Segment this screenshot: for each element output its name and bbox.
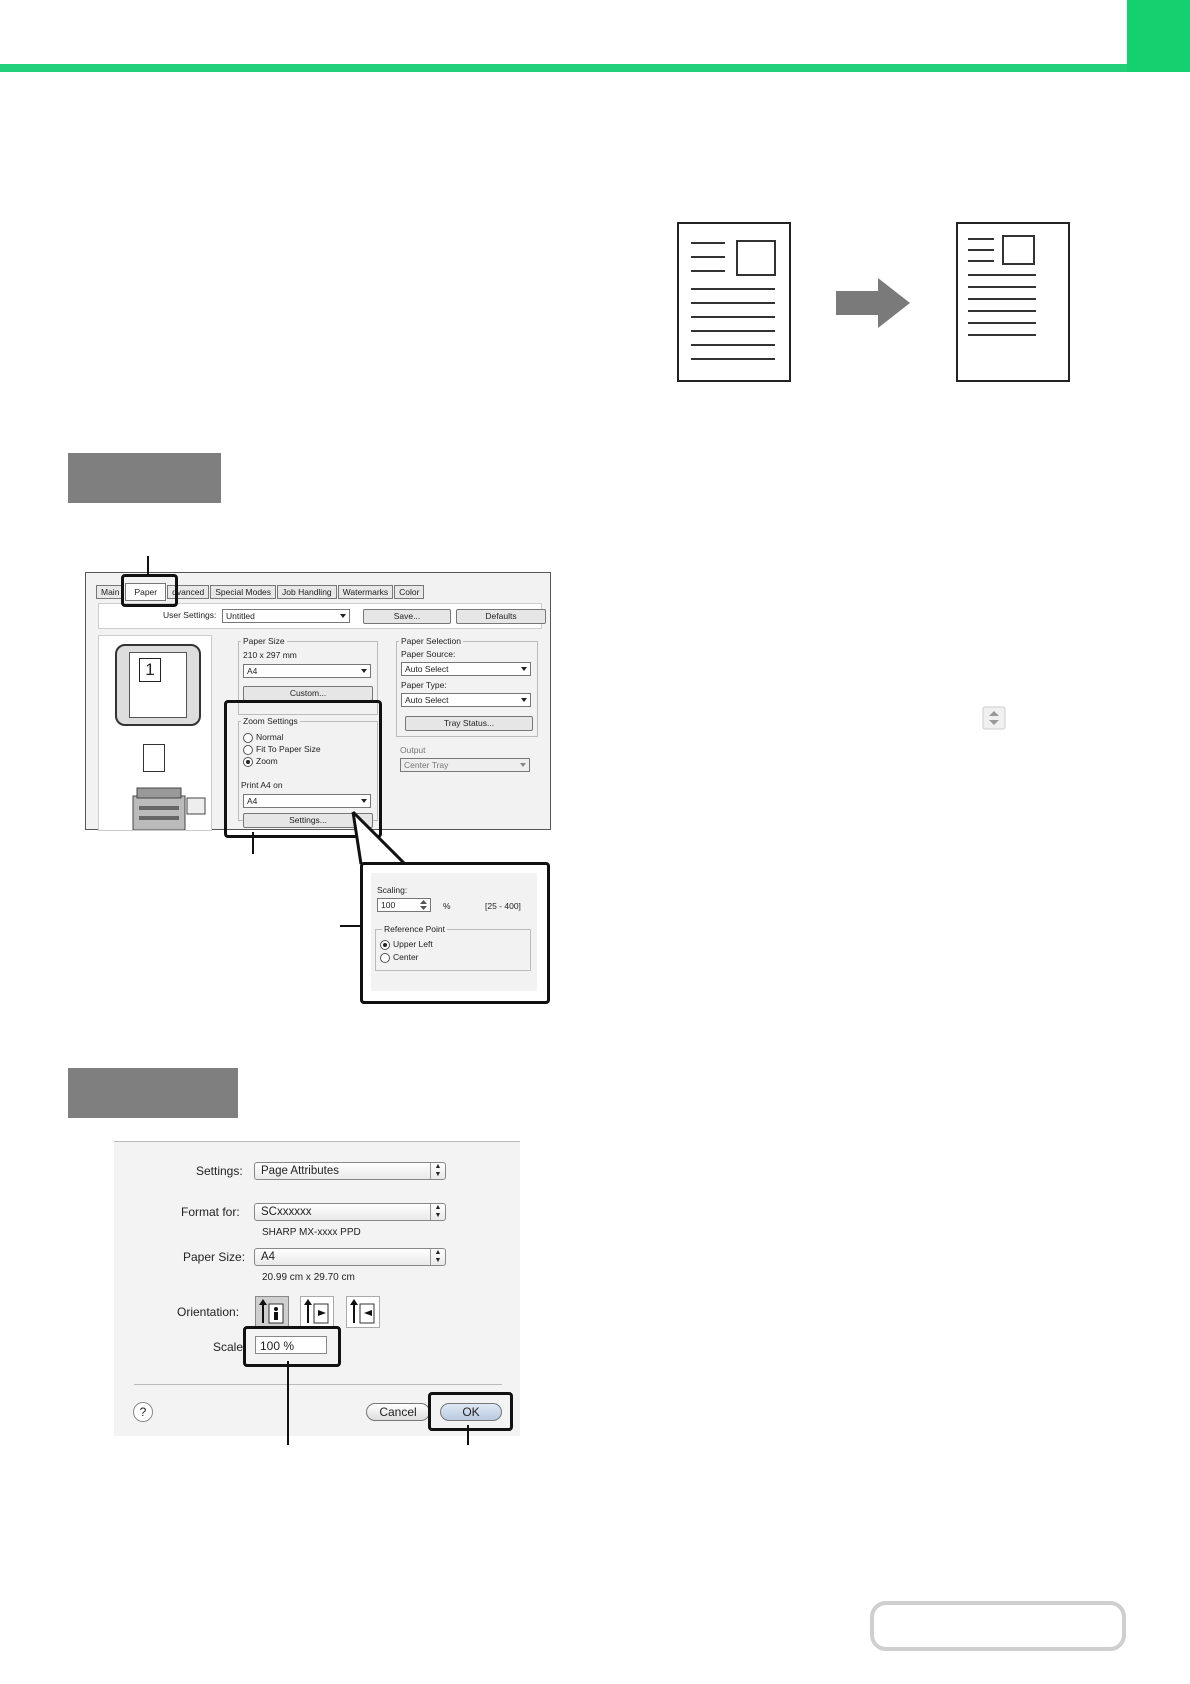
scale-input[interactable]: 100 % [255, 1336, 327, 1354]
scaling-label: Scaling: [377, 885, 408, 895]
preview-pane [98, 635, 212, 831]
tray-status-button[interactable]: Tray Status... [405, 716, 533, 731]
zoom-popup-body [371, 873, 537, 991]
scale-label: Scale [213, 1340, 244, 1354]
scale-callout [243, 1326, 341, 1367]
reference-point-group [375, 924, 531, 971]
defaults-button[interactable]: Defaults [456, 609, 546, 624]
paper-size-dimensions: 210 x 297 mm [243, 650, 297, 660]
paper-size-group-title: Paper Size [243, 636, 285, 646]
page-preview [115, 644, 201, 726]
top-accent-line [0, 64, 1190, 72]
zoom-zoom-option[interactable]: Zoom [243, 756, 278, 767]
user-settings-select[interactable]: Untitled [222, 609, 350, 623]
original-page-illustration [677, 222, 791, 382]
tab-advanced[interactable]: dvanced [167, 585, 209, 599]
ok-pointer [467, 1425, 469, 1445]
spin-button-icon [982, 706, 1006, 730]
zoom-settings-title: Zoom Settings [243, 716, 298, 726]
paper-type-select[interactable]: Auto Select [401, 693, 531, 707]
format-for-subtext: SHARP MX-xxxx PPD [262, 1227, 361, 1238]
print-on-label: Print A4 on [241, 780, 283, 790]
paper-type-label: Paper Type: [401, 680, 447, 690]
paper-tab-pointer [147, 556, 149, 574]
tab-paper[interactable]: Paper [125, 583, 166, 601]
zoom-settings-pointer [252, 832, 254, 854]
zoom-normal-option[interactable]: Normal [243, 732, 283, 743]
reference-point-title: Reference Point [384, 924, 445, 934]
scaling-stepper-icon[interactable] [417, 899, 430, 911]
center-option[interactable]: Center [380, 952, 419, 963]
paper-selection-title: Paper Selection [401, 636, 462, 646]
settings-label: Settings: [196, 1164, 243, 1178]
zoom-settings-button[interactable]: Settings... [243, 813, 373, 828]
preview-page-number: 1 [139, 658, 161, 682]
top-bar [0, 0, 1190, 75]
orientation-label: Orientation: [177, 1305, 240, 1319]
ok-callout [428, 1392, 513, 1431]
paper-selection-group [396, 636, 538, 737]
percent-sign: % [443, 901, 451, 911]
tab-special-modes[interactable]: Special Modes [210, 585, 276, 599]
zoom-settings-popup [360, 862, 550, 1004]
contents-button[interactable] [870, 1601, 1126, 1651]
right-arrow-icon [836, 278, 912, 328]
output-page-icon [143, 744, 165, 772]
landscape-orientation-icon[interactable] [300, 1296, 334, 1328]
tab-color[interactable]: Color [394, 585, 424, 599]
format-for-label: Format for: [181, 1205, 240, 1219]
reverse-landscape-orientation-icon[interactable] [346, 1296, 380, 1328]
center-radio[interactable] [380, 953, 390, 963]
portrait-orientation-icon[interactable] [255, 1296, 289, 1328]
section-heading-windows [68, 453, 221, 503]
scaling-pointer [340, 925, 360, 927]
user-settings-label: User Settings: [163, 610, 217, 620]
ok-button[interactable]: OK [440, 1403, 502, 1421]
custom-button[interactable]: Custom... [243, 686, 373, 701]
save-button[interactable]: Save... [363, 609, 451, 624]
paper-size-select[interactable]: A4 [243, 664, 371, 678]
scaling-range: [25 - 400] [485, 901, 521, 911]
tab-job-handling[interactable]: Job Handling [277, 585, 337, 599]
paper-size-label: Paper Size: [183, 1250, 246, 1264]
upper-left-option[interactable]: Upper Left [380, 939, 433, 950]
settings-popup[interactable]: Page Attributes ▲ ▼ [254, 1162, 446, 1180]
scaled-page-illustration [956, 222, 1070, 382]
print-on-select[interactable]: A4 [243, 794, 371, 808]
output-select[interactable]: Center Tray [400, 758, 530, 772]
zoom-fit-option[interactable]: Fit To Paper Size [243, 744, 321, 755]
upper-left-radio[interactable] [380, 940, 390, 950]
tab-main[interactable]: Main [96, 585, 124, 599]
popup-tail [345, 808, 475, 868]
scaling-input[interactable]: 100 [377, 898, 431, 912]
paper-tab-callout [121, 574, 178, 607]
section-heading-mac [68, 1068, 238, 1118]
paper-source-select[interactable]: Auto Select [401, 662, 531, 676]
paper-size-popup[interactable]: A4 ▲ ▼ [254, 1248, 446, 1266]
scale-pointer [287, 1361, 289, 1445]
tab-watermarks[interactable]: Watermarks [338, 585, 394, 599]
paper-size-subtext: 20.99 cm x 29.70 cm [262, 1272, 355, 1283]
format-for-popup[interactable]: SCxxxxxx ▲ ▼ [254, 1203, 446, 1221]
output-label: Output [400, 745, 426, 755]
cancel-button[interactable]: Cancel [366, 1403, 430, 1421]
top-accent-tab [1127, 0, 1190, 72]
dialog-divider [134, 1384, 502, 1385]
paper-source-label: Paper Source: [401, 649, 456, 659]
printer-icon [129, 784, 209, 830]
help-button[interactable]: ? [133, 1402, 153, 1422]
